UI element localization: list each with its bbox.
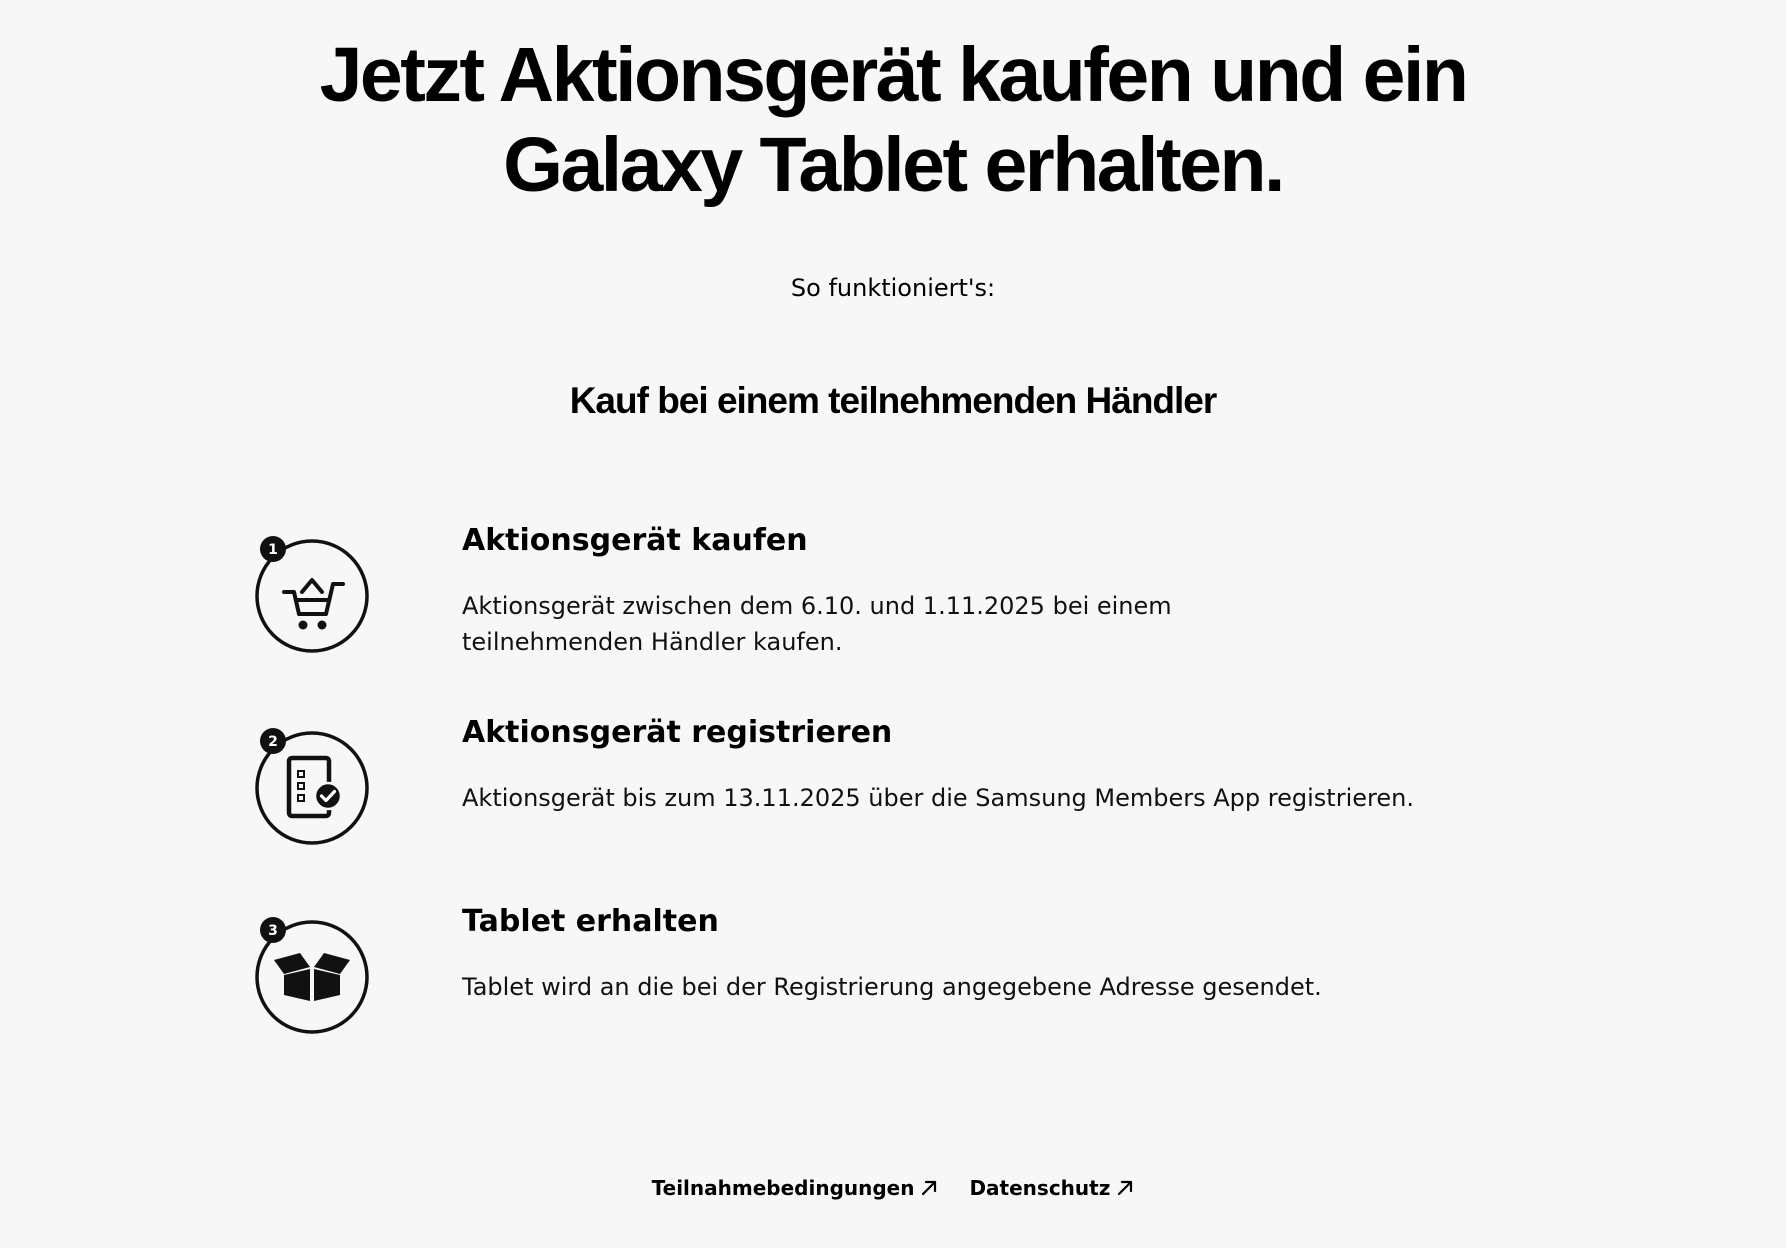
privacy-link[interactable]: [969, 1169, 1134, 1209]
step-2-description: Aktionsgerät bis zum 13.11.2025 über die Samsung Members App registrieren.: [462, 784, 1414, 812]
privacy-link-label: Datenschutz: [969, 1176, 1111, 1200]
step-1-number: 1: [268, 542, 278, 558]
step-3-description: Tablet wird an die bei der Registrierung angegebene Adresse gesendet.: [462, 973, 1322, 1001]
step-2: [250, 712, 1450, 852]
step-3-number: 3: [268, 923, 278, 939]
step-2-title: Aktionsgerät registrieren: [462, 715, 893, 750]
step-3-badge: [250, 915, 374, 1039]
step-1-title: Aktionsgerät kaufen: [462, 523, 808, 558]
step-2-badge: [250, 726, 374, 850]
how-it-works-label: So funktioniert's:: [790, 274, 996, 302]
hero-headline: [0, 30, 1786, 210]
step-1: [250, 520, 1450, 660]
step-3: [250, 901, 1450, 1041]
section-title: Kauf bei einem teilnehmenden Händler: [569, 380, 1217, 421]
footer-links: [0, 1169, 1786, 1209]
shopping-cart-icon: [250, 534, 374, 658]
step-2-number: 2: [268, 734, 278, 750]
hero-headline-line-1: Jetzt Aktionsgerät kaufen und ein: [319, 32, 1467, 118]
terms-link[interactable]: [652, 1169, 939, 1209]
checklist-device-icon: [250, 726, 374, 850]
hero-headline-line-2: Galaxy Tablet erhalten.: [503, 122, 1283, 208]
open-box-icon: [250, 915, 374, 1039]
external-arrow-icon: [1116, 1171, 1134, 1209]
step-3-title: Tablet erhalten: [462, 904, 719, 939]
step-1-description: Aktionsgerät zwischen dem 6.10. und 1.11.2025 bei einem teilnehmenden Händler kaufen.: [462, 592, 1172, 656]
terms-link-label: Teilnahmebedingungen: [651, 1176, 915, 1200]
external-arrow-icon: [920, 1171, 938, 1209]
step-1-badge: [250, 534, 374, 658]
